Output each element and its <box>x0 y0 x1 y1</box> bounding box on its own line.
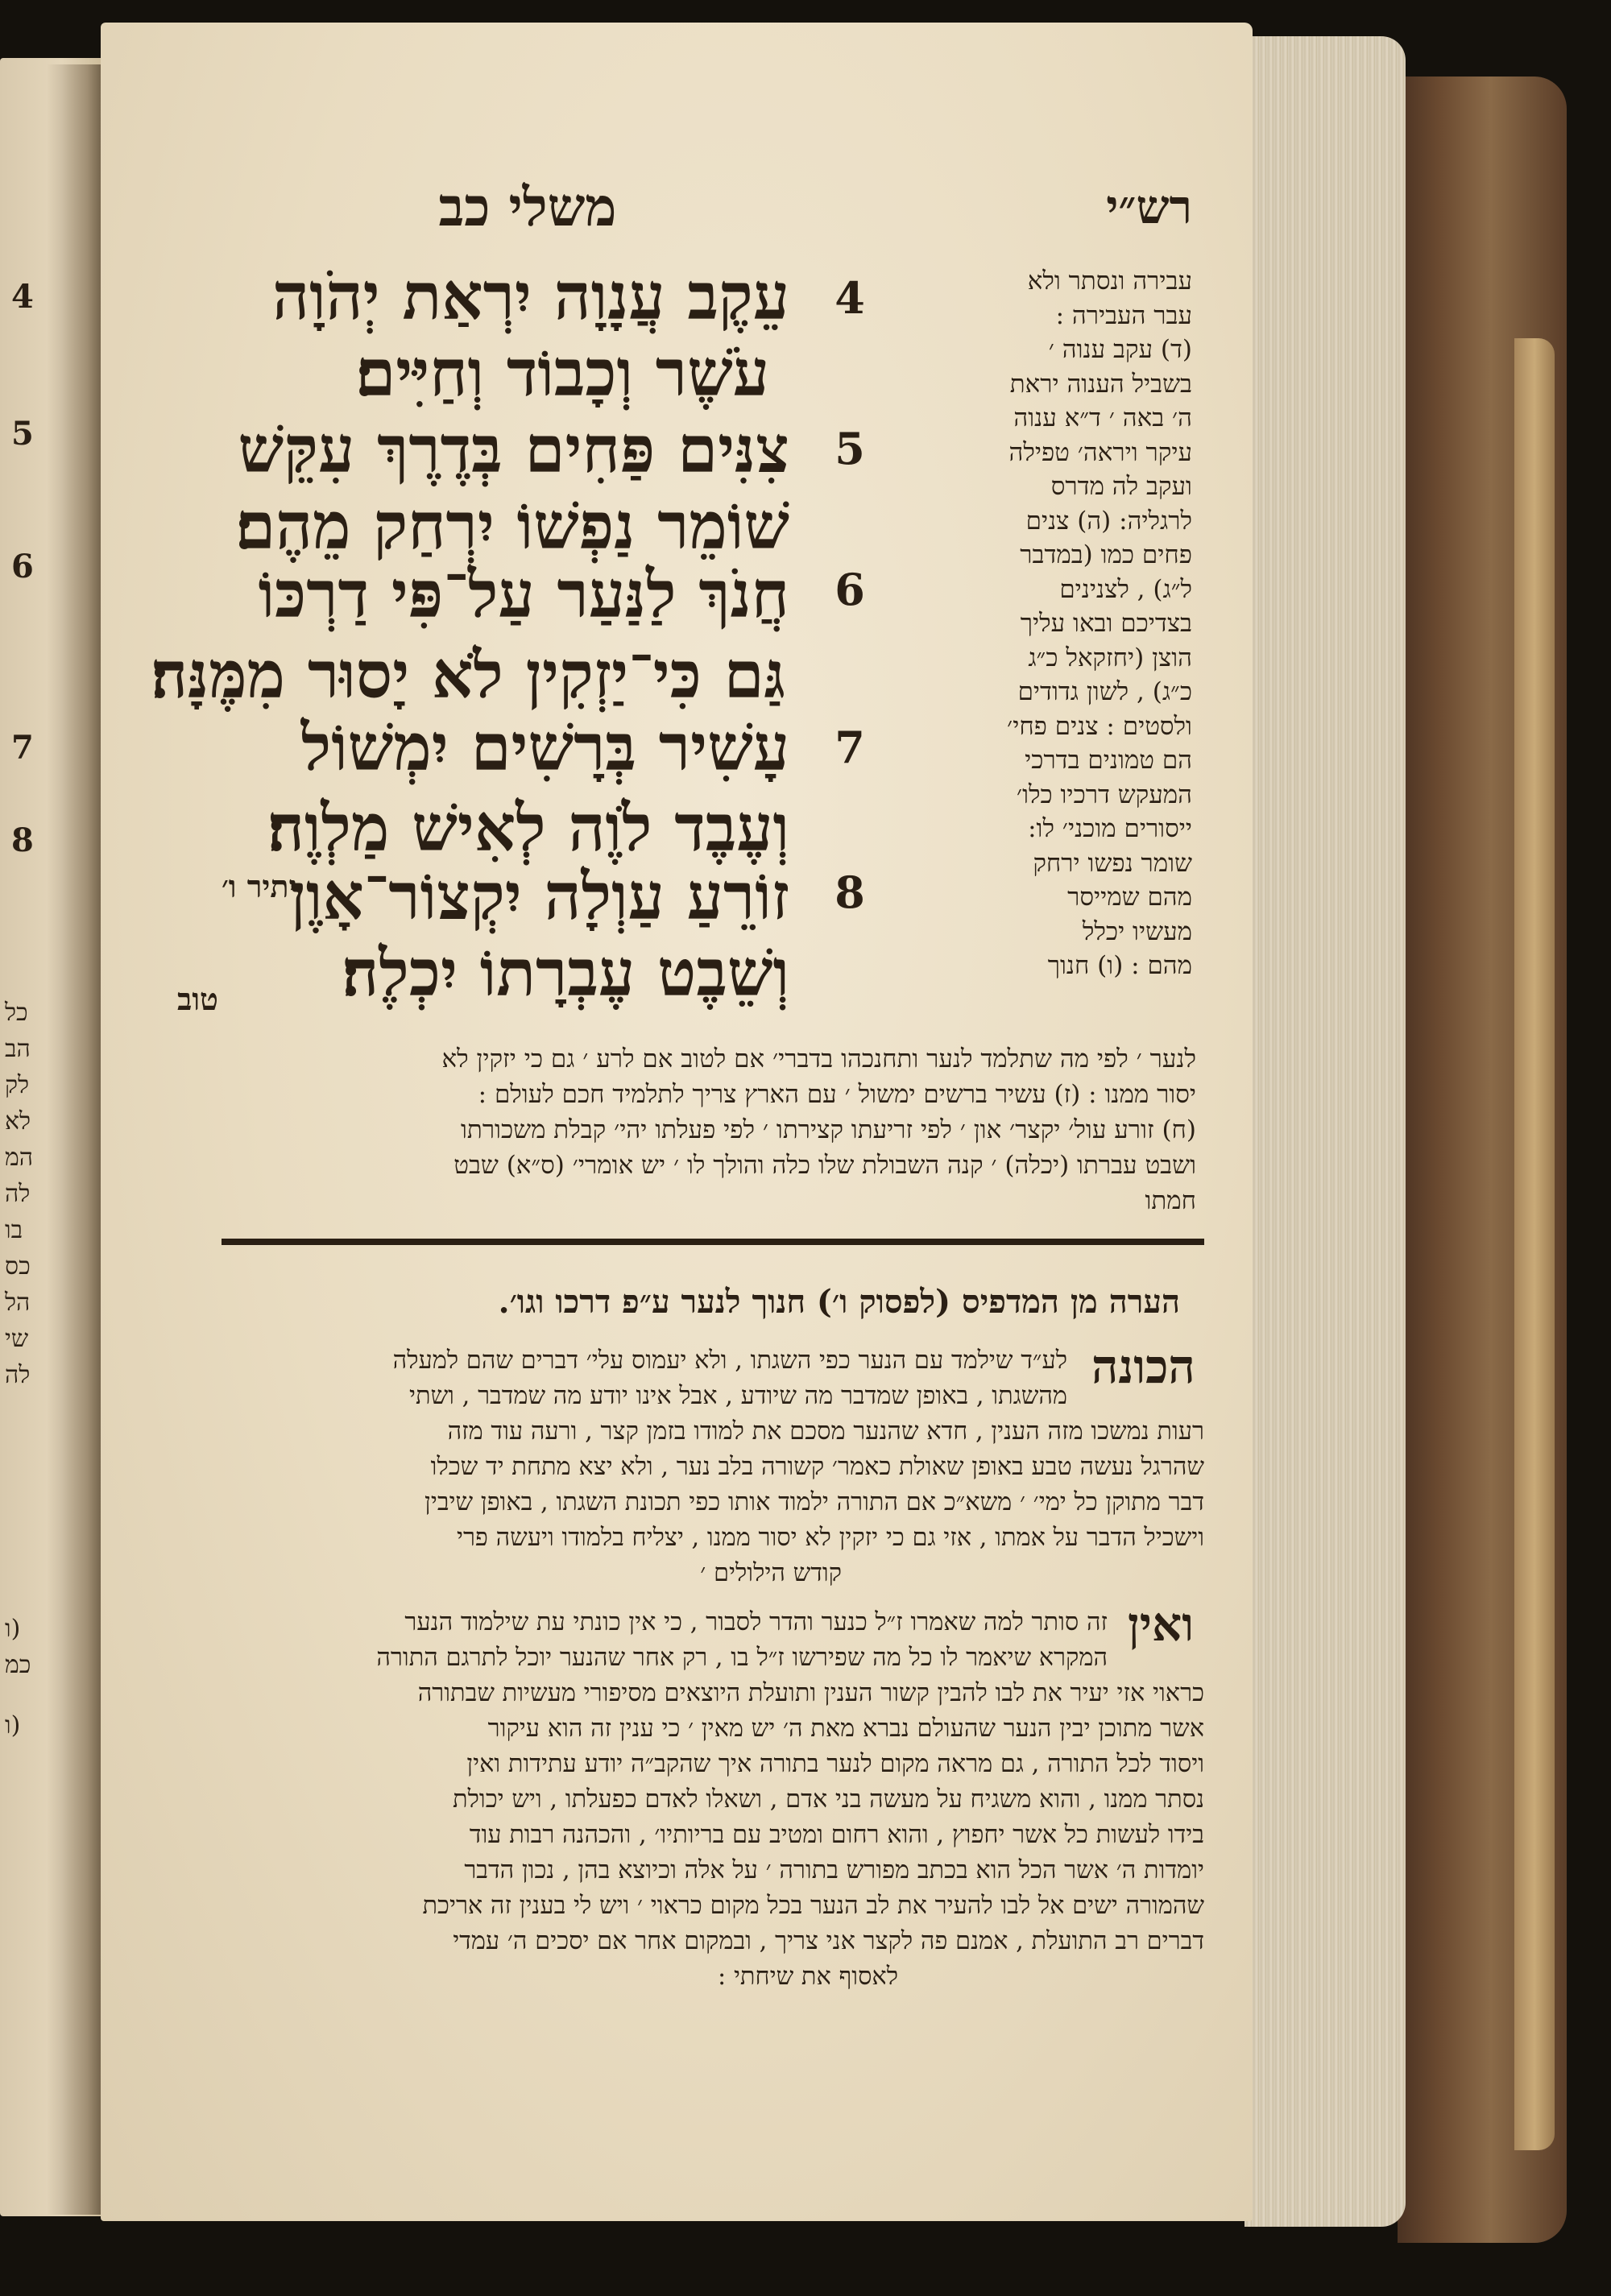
rashi-line: לנער ׳ לפי מה שתלמד לנער ותחנכהו בדברי׳ אם לטוב אם לרע ׳ גם כי יזקין לא <box>441 1045 1196 1074</box>
rashi-line: ל״ג) , לצנינים <box>1059 574 1192 604</box>
verse-number: 6 <box>834 564 865 615</box>
verse-line: שׁוֹמֵר נַפְשׁוֹ יִרְחַק מֵהֶם׃ <box>235 488 789 564</box>
left-margin-fragment: (ו <box>5 1615 21 1643</box>
left-margin-number: 5 <box>11 415 34 453</box>
note-line: רעות נמשכו מזה הענין , חדא שהנער מסכם את למודו בזמן קצר , ורעה עוד מזה <box>447 1417 1204 1446</box>
left-margin-fragment: כס <box>5 1252 31 1280</box>
verse-number: 7 <box>834 722 865 773</box>
rashi-line: הם טמונים בדרכי <box>1025 746 1192 775</box>
left-margin-fragment: לק <box>5 1071 30 1099</box>
left-margin-fragment: המ <box>5 1144 34 1172</box>
note-line: קודש הילולים ׳ <box>700 1559 842 1587</box>
running-head-rashi: רש״י <box>1106 180 1192 234</box>
note-line: ויסוד לכל התורה , גם מראה מקום לנער בתורה איך שהקב״ה יודע עתידות ואין <box>466 1750 1204 1778</box>
rashi-line: (ד) עקב ענוה ׳ <box>1048 335 1192 364</box>
rashi-line: בצדיכם ובאו עליך <box>1020 609 1192 638</box>
left-margin-number: 8 <box>11 821 34 859</box>
verse-number: 4 <box>834 272 865 324</box>
book-gutter <box>47 64 105 2215</box>
note-line: אשר מתוכן יבין הנער שהעולם נברא מאת ה׳ יש מאין ׳ כי ענין זה הוא עיקור <box>487 1715 1204 1743</box>
rashi-line: בשביל הענוה יראת <box>1009 369 1192 399</box>
note-line: לע״ד שילמד עם הנער כפי השגתו , ולא יעמוס עלי׳ דברים שהם למעלה <box>392 1347 1067 1375</box>
verse-line: וְעֶבֶד לֹוֶה לְאִישׁ מַלְוֶה׃ <box>267 790 789 866</box>
left-margin-fragment: כמ <box>5 1651 31 1679</box>
book-page <box>101 23 1253 2221</box>
left-margin-number: 4 <box>11 278 34 316</box>
cover-spine-detail <box>1514 338 1555 2150</box>
left-margin-fragment: בו <box>5 1216 23 1244</box>
verse-line: וְשֵׁבֶט עֶבְרָתוֹ יִכְלֶה׃ <box>342 935 789 1011</box>
printers-note-paragraph-2 <box>205 1605 1204 1995</box>
note-line: המקרא שיאמר לו כל מה שפירשו ז״ל בו , רק אחר שהנער יוכל לתרגם התורה <box>376 1644 1108 1672</box>
note-line: כראוי אזי יעיר את לבו להבין קשור הענין ותועלת היוצאים מסיפורי מעשיות שבתורה <box>417 1679 1204 1707</box>
rashi-line: עבירה ונסתר ולא <box>1027 267 1192 296</box>
printers-note-paragraph-1 <box>205 1343 1204 1591</box>
rashi-line: ולסטים : צנים פחי׳ <box>1007 711 1192 741</box>
note-line: שהרגל נעשה טבע באופן שאולת כאמר׳ קשורה בלב נער , ולא יצא מתחת יד שכלו <box>430 1453 1204 1481</box>
rashi-line: המעקש דרכיו כלו׳ <box>1016 780 1192 809</box>
rashi-line: הוצן (יחזקאל כ״ג <box>1028 643 1192 672</box>
marginal-note-tov: טוב <box>177 981 218 1017</box>
note-line: נסתר ממנו , והוא משגיח על מעשה בני אדם , ושאלו לאדם כפעלתו , ויש יכולת <box>453 1785 1204 1814</box>
rashi-line: ושבט עברתו (יכלה) ׳ קנה השבולת שלו כלה והולך לו ׳ יש אומרי׳ (ס״א) שבט <box>453 1151 1196 1180</box>
rashi-line: חמתו <box>1145 1186 1196 1215</box>
note-line: לאסוף את שיחתי : <box>717 1963 898 1991</box>
marginal-note-yatir: יתיר ו׳ <box>222 868 297 904</box>
note-line: מהשגתו , באופן שמדבר מה שיודע , אבל אינו יודע מה שמדבר , ושתי <box>408 1382 1067 1410</box>
rashi-line: ועקב לה מדרס <box>1050 472 1192 501</box>
running-head-book-chapter: משלי כב <box>438 176 617 238</box>
paragraph-opening-word: הכונה <box>1091 1339 1195 1394</box>
rashi-line: לרגליה: (ה) צנים <box>1025 506 1192 536</box>
rashi-line: כ״ג) , לשון גדודים <box>1017 677 1192 706</box>
printers-note-heading: הערה מן המדפיס (לפסוק ו׳) חנוך לנער ע״פ דרכו וגו׳. <box>498 1283 1180 1321</box>
left-margin-number: 6 <box>11 548 34 585</box>
paragraph-opening-word: ואין <box>1128 1597 1195 1652</box>
rashi-line: ה׳ באה ׳ ד״א ענוה <box>1013 403 1192 432</box>
rashi-line: מהם : (ו) חנוך <box>1047 951 1192 980</box>
note-line: שהמורה ישים אל לבו להעיר את לב הנער בכל מקום כראוי ׳ ויש לי בענין זה אריכת <box>422 1892 1204 1920</box>
note-line: יומדות ה׳ אשר הכל הוא בכתב מפורש בתורה ׳ על אלה וכיוצא בהן , נכון הדבר <box>464 1856 1204 1884</box>
section-divider-rule <box>222 1239 1204 1245</box>
verse-number: 8 <box>834 867 865 918</box>
note-line: בידו לעשות כל אשר יחפוץ , והוא רחום ומטיב עם בריותיו׳ , והכהנה רבות עוד <box>469 1821 1204 1849</box>
left-margin-fragment: (ו <box>5 1711 21 1740</box>
verse-line: עֹשֶׁר וְכָבוֹד וְחַיִּים׃ <box>355 335 769 411</box>
rashi-line: שומר נפשו ירחק <box>1033 848 1192 878</box>
rashi-line: עבר העבירה : <box>1055 300 1192 330</box>
left-margin-fragment: לה <box>5 1180 31 1208</box>
verse-line: חֲנֹךְ לַנַּעַר עַל־פִּי דַרְכּוֹ <box>258 556 789 632</box>
verse-number: 5 <box>834 423 865 474</box>
rashi-line: עיקר ויראה׳ טפילה <box>1008 437 1192 467</box>
rashi-line: ייסורים מוכני׳ לו: <box>1028 814 1192 843</box>
rashi-line: פחים כמו (במדבר <box>1020 540 1192 569</box>
left-margin-fragment: כל <box>5 999 28 1027</box>
left-margin-number: 7 <box>11 729 34 767</box>
verse-line: עָשִׁיר בְּרָשִׁים יִמְשׁוֹל <box>300 709 789 785</box>
rashi-line: יסור ממנו : (ז) עשיר ברשים ימשול ׳ עם הארץ צריך לתלמיד חכם לעולם : <box>478 1080 1196 1109</box>
verse-line: גַּם כִּי־יַזְקִין לֹא יָסוּר מִמֶּנָּה׃ <box>151 637 785 713</box>
left-margin-fragment: שי <box>5 1325 29 1353</box>
rashi-commentary-column <box>878 264 1192 1037</box>
rashi-commentary-continued <box>205 1041 1196 1218</box>
rashi-line: מעשיו יכלל <box>1082 916 1192 946</box>
verse-line: זוֹרֵעַ עַוְלָה יִקְצוֹר־אָוֶן <box>289 858 789 934</box>
note-line: זה סותר למה שאמרו ז״ל כנער והדר לסבור , כי אין כונתי עת שילמוד הנער <box>404 1608 1108 1636</box>
note-line: דבר מתוקן כל ימי׳ ׳ משא״כ אם התורה ילמוד אותו כפי תכונת השגתו , באופן שיבין <box>424 1488 1204 1516</box>
left-margin-fragment: לא <box>5 1107 31 1136</box>
left-margin-fragment: הב <box>5 1035 31 1063</box>
verse-line: צִנִּים פַּחִים בְּדֶרֶךְ עִקֵּשׁ <box>238 412 789 487</box>
rashi-line: (ח) זורע עול׳ יקצר׳ און ׳ לפי זריעתו קצירתו ׳ לפי פעלתו יהי׳ קבלת משכורתו <box>460 1115 1196 1144</box>
left-margin-fragment: הל <box>5 1289 31 1317</box>
left-margin-fragment: לה <box>5 1361 31 1389</box>
verse-line: עֵקֶב עֲנָוָה יִרְאַת יְהֹוָה <box>272 259 789 334</box>
page-block-edge <box>1244 36 1406 2227</box>
note-line: דברים רב התועלת , אמנם פה לקצר אני צריך , ובמקום אחר אם יסכים ה׳ עמדי <box>453 1927 1204 1955</box>
note-line: וישכיל הדבר על אמתו , אזי גם כי יזקין לא יסור ממנו , יצליח בלמודו ויעשה פרי <box>456 1524 1204 1552</box>
rashi-line: מהם שמייסר <box>1067 883 1192 912</box>
